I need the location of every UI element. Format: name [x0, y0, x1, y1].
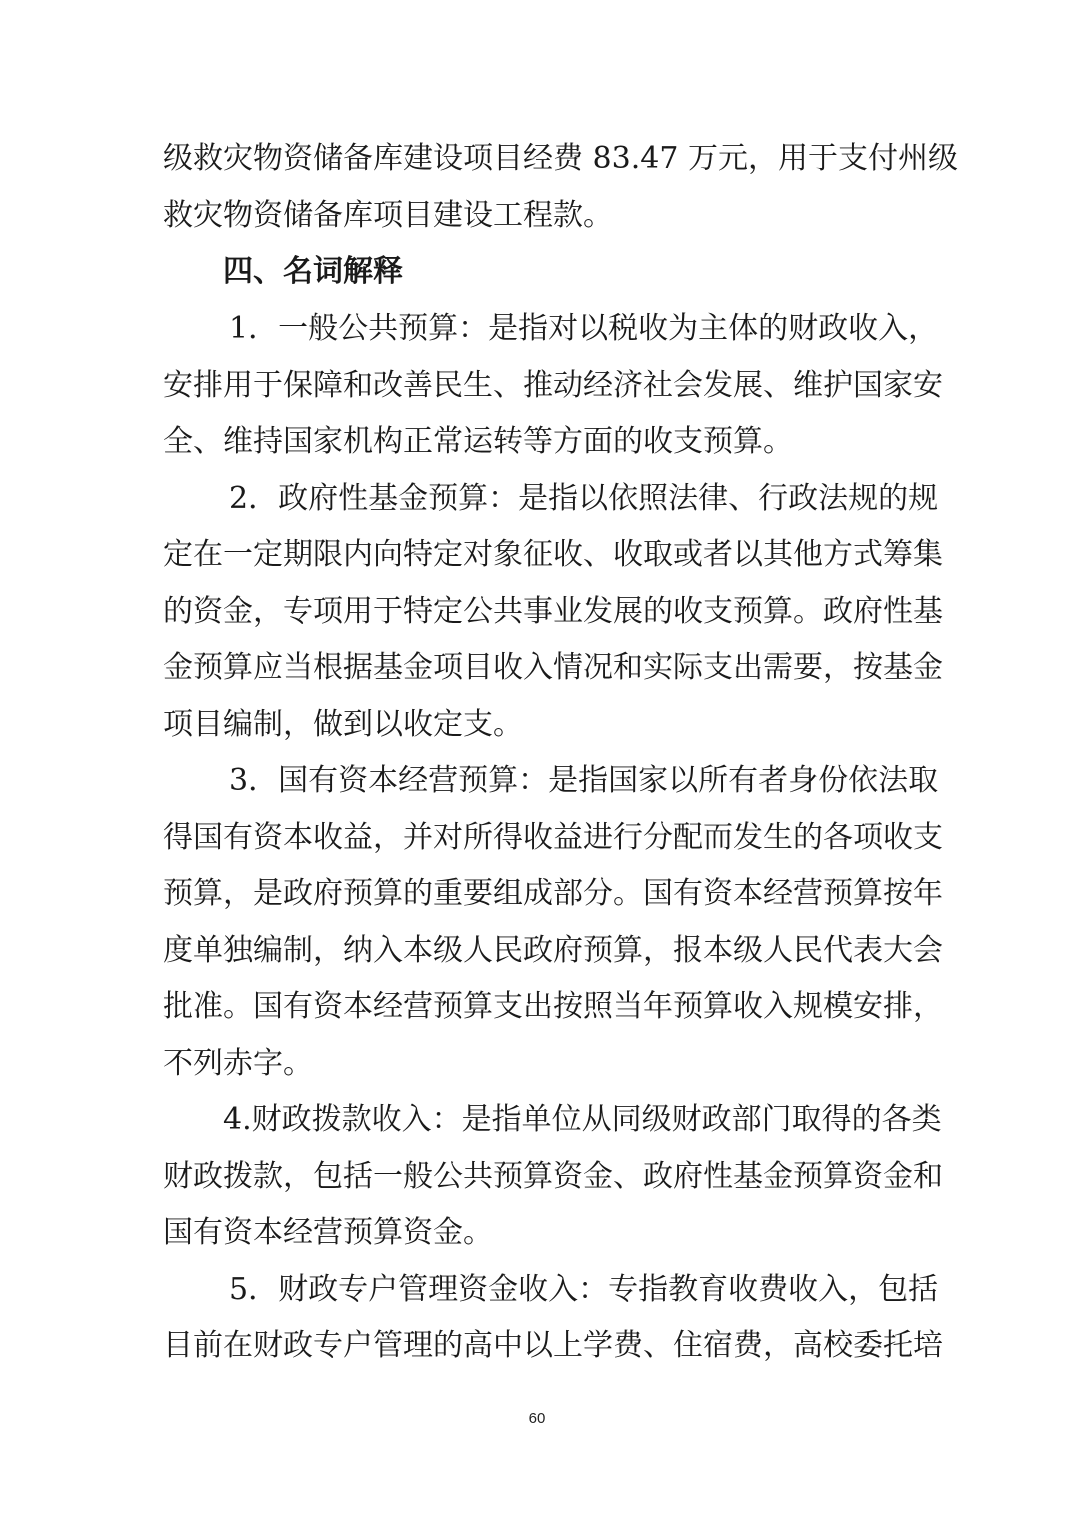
term-3-line-2: 得国有资本收益，并对所得收益进行分配而发生的各项收支	[163, 820, 943, 855]
term-2-line-2: 定在一定期限内向特定对象征收、收取或者以其他方式筹集	[163, 537, 943, 572]
term-5-line-2: 目前在财政专户管理的高中以上学费、住宿费，高校委托培	[163, 1328, 943, 1363]
term-3-line-3: 预算，是政府预算的重要组成部分。国有资本经营预算按年	[163, 876, 943, 911]
term-4-line-3: 国有资本经营预算资金。	[163, 1215, 493, 1250]
term-5-line-1: 5．财政专户管理资金收入：专指教育收费收入，包括	[229, 1272, 939, 1307]
term-4-line-1: 4.财政拨款收入：是指单位从同级财政部门取得的各类	[223, 1102, 942, 1137]
intro-line-2: 救灾物资储备库项目建设工程款。	[163, 198, 613, 233]
section-heading: 四、名词解释	[223, 254, 403, 289]
term-3-line-1: 3．国有资本经营预算：是指国家以所有者身份依法取	[229, 763, 939, 798]
term-1-line-3: 全、维持国家机构正常运转等方面的收支预算。	[163, 424, 793, 459]
term-4-line-2: 财政拨款，包括一般公共预算资金、政府性基金预算资金和	[163, 1159, 943, 1194]
term-3-line-5: 批准。国有资本经营预算支出按照当年预算收入规模安排，	[163, 989, 943, 1024]
term-3-line-4: 度单独编制，纳入本级人民政府预算，报本级人民代表大会	[163, 933, 943, 968]
term-2-line-1: 2．政府性基金预算：是指以依照法律、行政法规的规	[229, 481, 939, 516]
term-2-line-3: 的资金，专项用于特定公共事业发展的收支预算。政府性基	[163, 594, 943, 629]
term-1-line-2: 安排用于保障和改善民生、推动经济社会发展、维护国家安	[163, 368, 943, 403]
term-2-line-4: 金预算应当根据基金项目收入情况和实际支出需要，按基金	[163, 650, 943, 685]
page-number: 60	[528, 1410, 546, 1427]
term-1-line-1: 1．一般公共预算：是指对以税收为主体的财政收入，	[229, 311, 939, 346]
intro-line-1: 级救灾物资储备库建设项目经费 83.47 万元，用于支付州级	[163, 141, 958, 176]
term-2-line-5: 项目编制，做到以收定支。	[163, 707, 523, 742]
term-3-line-6: 不列赤字。	[163, 1046, 313, 1081]
